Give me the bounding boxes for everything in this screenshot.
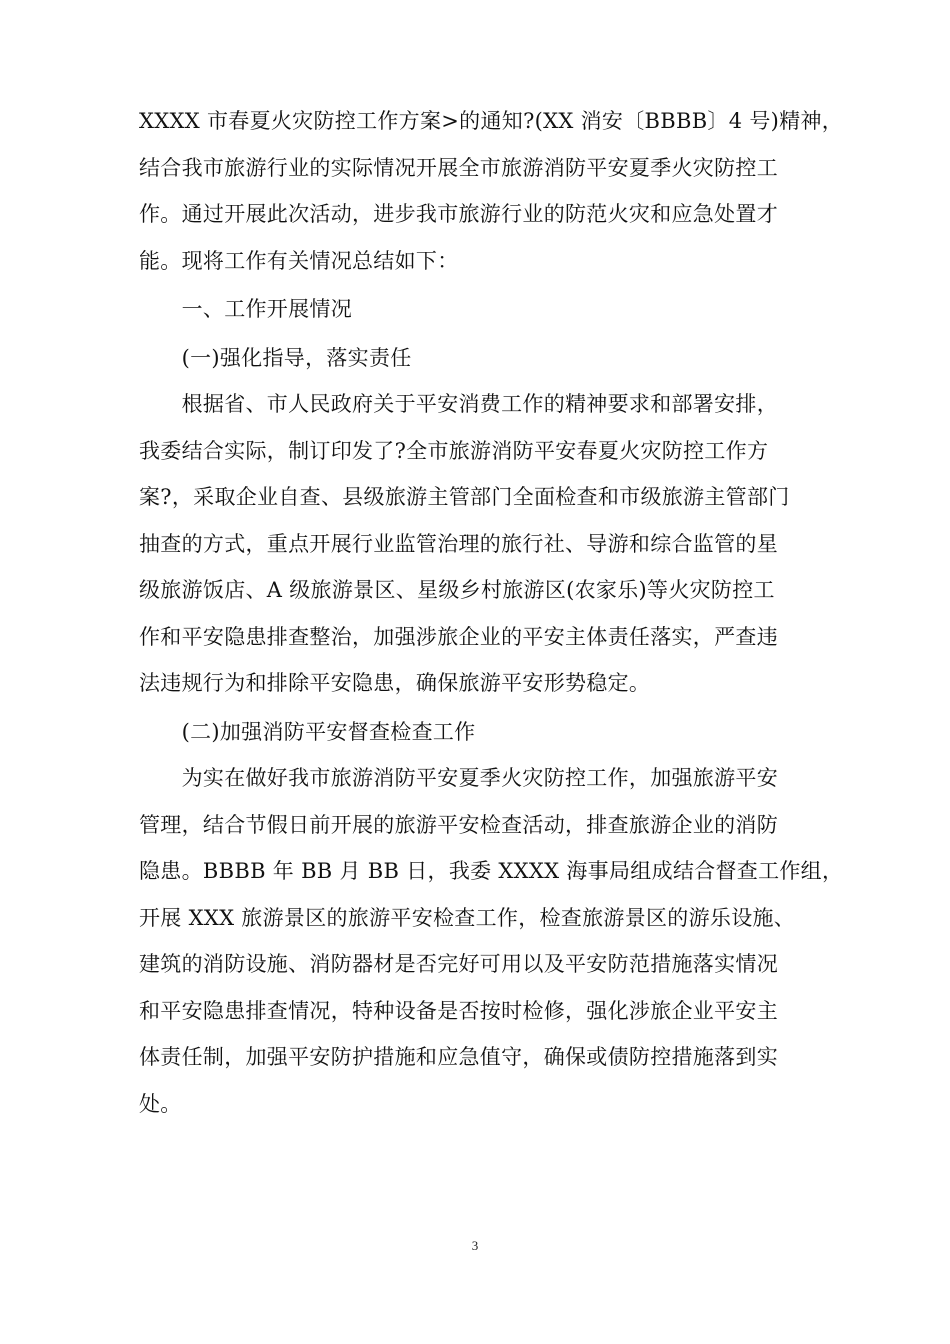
page-number: 3 [471,1238,479,1253]
text-line: 体责任制，加强平安防护措施和应急值守，确保或债防控措施落到实 [139,1045,778,1069]
text-line: 开展 XXX 旅游景区的旅游平安检查工作，检查旅游景区的游乐设施、 [139,905,796,930]
subsection-heading: (一)强化指导，落实责任 [139,345,412,370]
text-line: 隐患。BBBB 年 BB 月 BB 日，我委 XXXX 海事局组成结合督查工作组， [139,859,844,883]
text-line: XXXX 市春夏火灾防控工作方案>的通知?(XX 消安〔BBBB〕4 号)精神， [139,109,844,133]
text-line: 结合我市旅游行业的实际情况开展全市旅游消防平安夏季火灾防控工 [139,155,778,180]
text-line: 和平安隐患排查情况，特种设备是否按时检修，强化涉旅企业平安主 [139,998,778,1023]
text-line: 作。通过开展此次活动，进步我市旅游行业的防范火灾和应急处置才 [139,202,778,226]
text-line: 案?，采取企业自查、县级旅游主管部门全面检查和市级旅游主管部门 [139,485,790,509]
text-line: 根据省、市人民政府关于平安消费工作的精神要求和部署安排， [139,392,778,416]
text-line: 级旅游饭店、A 级旅游景区、星级乡村旅游区(农家乐)等火灾防控工 [139,578,775,602]
section-heading: 一、工作开展情况 [139,297,352,321]
document-body [139,98,844,1127]
text-line: 作和平安隐患排查整治，加强涉旅企业的平安主体责任落实，严查违 [139,624,778,649]
text-line: 为实在做好我市旅游消防平安夏季火灾防控工作，加强旅游平安 [139,766,778,790]
text-line: 法违规行为和排除平安隐患，确保旅游平安形势稳定。 [139,671,651,695]
text-line: 能。现将工作有关情况总结如下： [139,248,459,273]
text-line: 建筑的消防设施、消防器材是否完好可用以及平安防范措施落实情况 [139,952,778,976]
text-line: 处。 [139,1091,182,1116]
text-line: 管理，结合节假日前开展的旅游平安检查活动，排查旅游企业的消防 [139,812,778,837]
subsection-heading: (二)加强消防平安督查检查工作 [139,719,476,744]
text-line: 我委结合实际，制订印发了?全市旅游消防平安春夏火灾防控工作方 [139,438,769,463]
text-line: 抽查的方式，重点开展行业监管治理的旅行社、导游和综合监管的星 [139,531,778,556]
